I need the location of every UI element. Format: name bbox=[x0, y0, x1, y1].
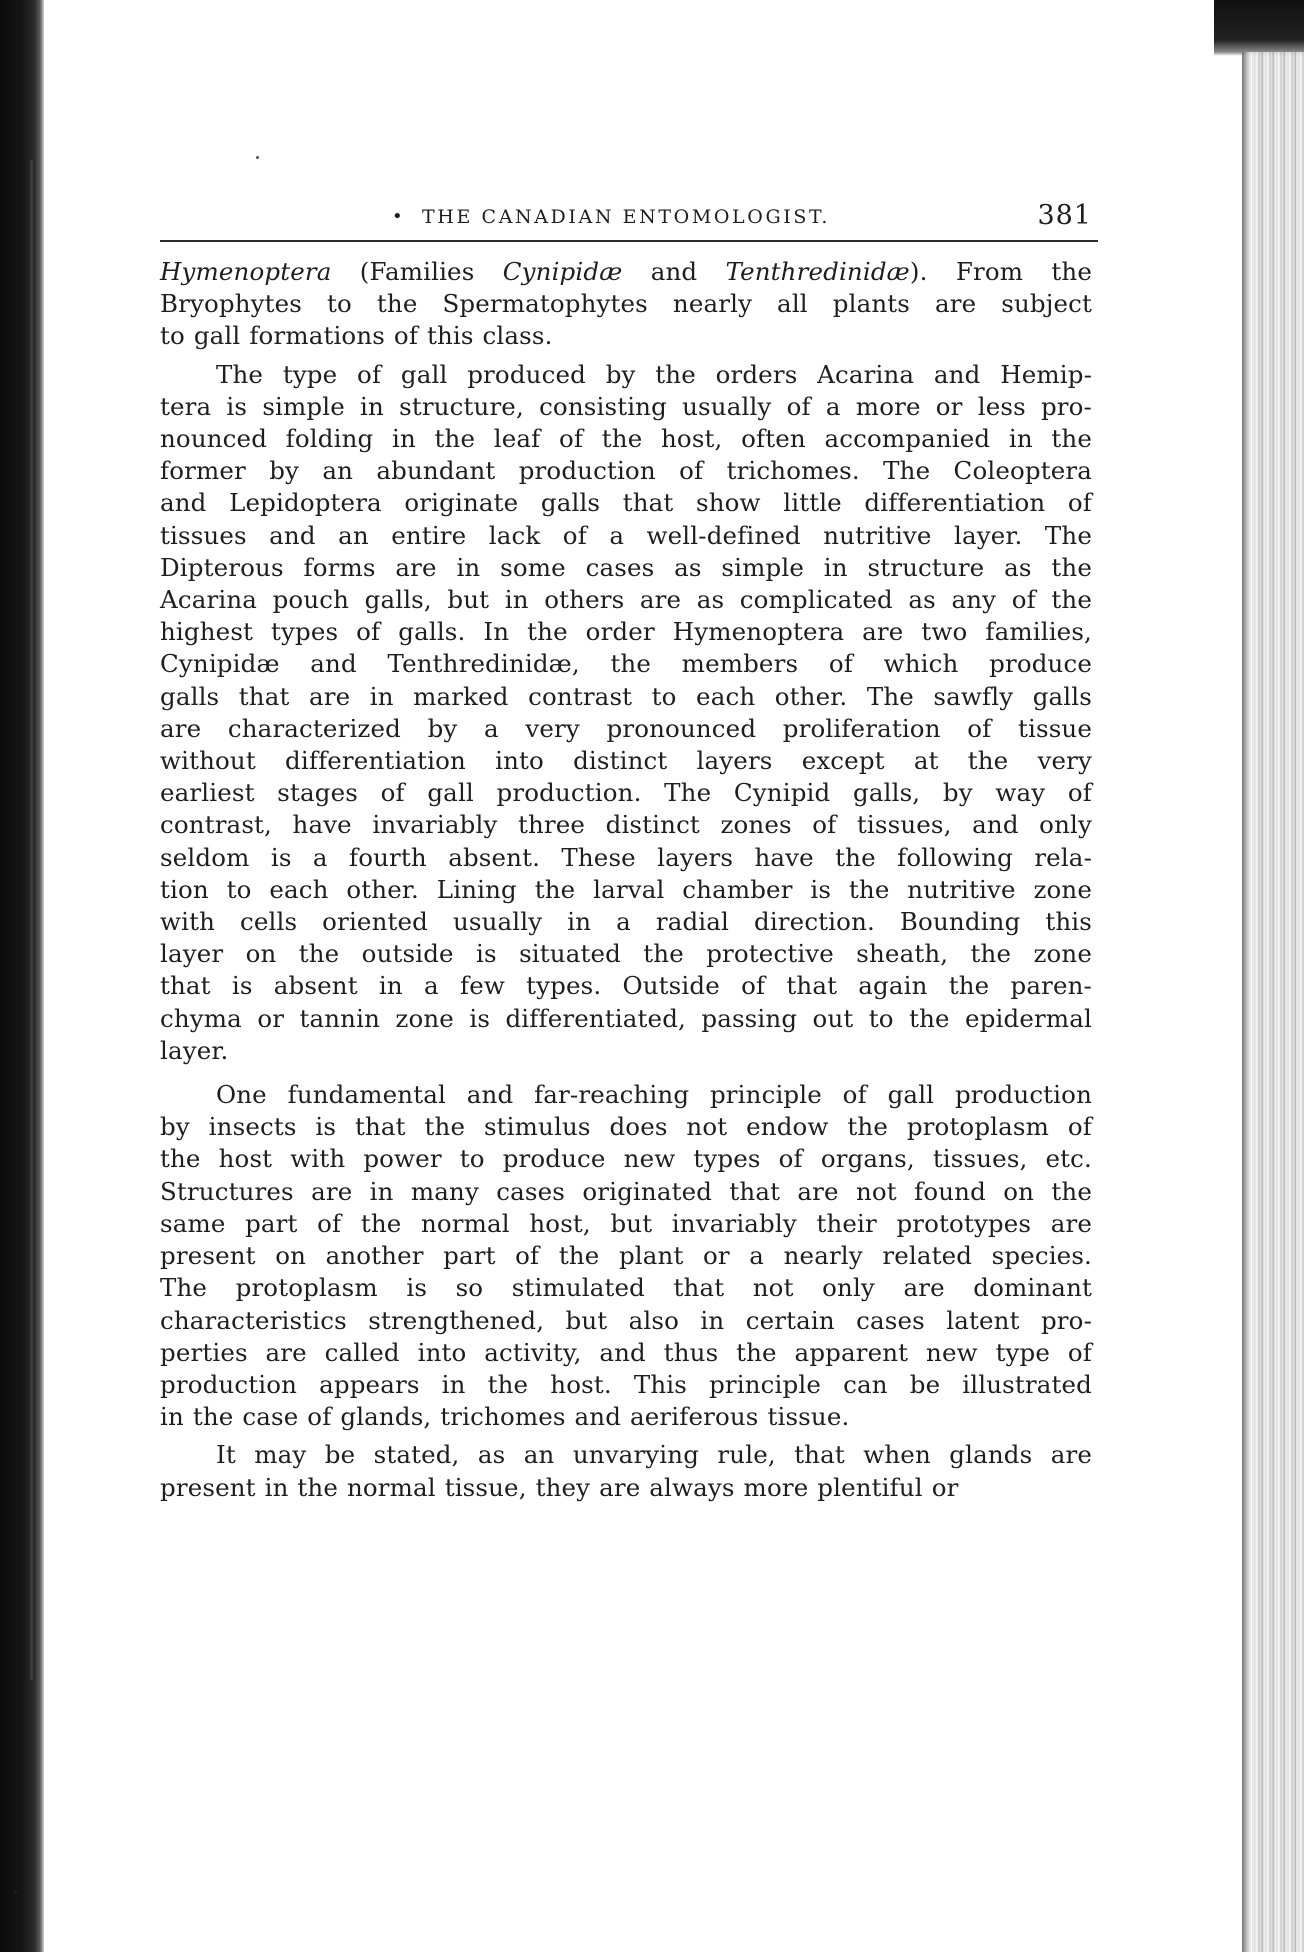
text-line bbox=[160, 1176, 1092, 1208]
text-run: The type of gall produced by the orders Acarina and Hemip- bbox=[216, 359, 1092, 389]
text-line bbox=[160, 1079, 1092, 1111]
text-run: tissues and an entire lack of a well-defined nutritive layer. The bbox=[160, 520, 1092, 550]
text-line bbox=[160, 288, 1092, 320]
text-run: characteristics strengthened, but also in certain cases latent pro- bbox=[160, 1305, 1092, 1335]
paragraph bbox=[160, 359, 1092, 1067]
text-run: by insects is that the stimulus does not endow the protoplasm of bbox=[160, 1112, 1092, 1142]
text-run: tion to each other. Lining the larval chamber is the nutritive zone bbox=[160, 874, 1092, 904]
text-run: Acarina pouch galls, but in others are as complicated as any of the bbox=[160, 585, 1092, 615]
scan-left-edge bbox=[0, 0, 44, 1952]
text-run: layer. bbox=[160, 1035, 229, 1065]
text-line bbox=[160, 970, 1092, 1002]
text-run: same part of the normal host, but invariably their prototypes are bbox=[160, 1208, 1092, 1238]
paragraph-gap bbox=[160, 1067, 1092, 1079]
text-line bbox=[160, 1240, 1092, 1272]
text-run: former by an abundant production of trichomes. The Coleoptera bbox=[160, 456, 1092, 486]
text-line bbox=[160, 1272, 1092, 1304]
running-head bbox=[160, 200, 1092, 238]
text-run: (Families bbox=[331, 257, 503, 286]
text-line bbox=[160, 487, 1092, 519]
text-run: seldom is a fourth absent. These layers have the following rela- bbox=[160, 842, 1092, 872]
text-line bbox=[160, 842, 1092, 874]
text-line bbox=[160, 1472, 1092, 1504]
text-line bbox=[160, 1003, 1092, 1035]
header-bullet: • bbox=[392, 206, 403, 227]
text-line bbox=[160, 423, 1092, 455]
paragraph bbox=[160, 1439, 1092, 1503]
paragraph bbox=[160, 1079, 1092, 1433]
text-line bbox=[160, 648, 1092, 680]
text-run: highest types of galls. In the order Hymenoptera are two families, bbox=[160, 617, 1092, 647]
text-run: chyma or tannin zone is differentiated, passing out to the epidermal bbox=[160, 1003, 1092, 1033]
scan-speck bbox=[14, 1890, 17, 1893]
text-line bbox=[160, 1143, 1092, 1175]
text-line bbox=[160, 584, 1092, 616]
text-line bbox=[160, 359, 1092, 391]
book-page bbox=[160, 200, 1092, 1504]
text-run: with cells oriented usually in a radial direction. Bounding this bbox=[160, 907, 1092, 937]
text-run: and bbox=[622, 257, 726, 286]
text-run: ). From the bbox=[909, 257, 1092, 286]
text-run: The protoplasm is so stimulated that not only are dominant bbox=[160, 1273, 1092, 1303]
text-run: present in the normal tissue, they are always more plentiful or bbox=[160, 1472, 959, 1502]
text-run: perties are called into activity, and thus the apparent new type of bbox=[160, 1337, 1092, 1367]
text-line bbox=[160, 906, 1092, 938]
text-line bbox=[160, 713, 1092, 745]
body-text bbox=[160, 256, 1092, 1504]
text-line bbox=[160, 552, 1092, 584]
italic-term: Hymenoptera bbox=[160, 257, 332, 286]
text-run: production appears in the host. This principle can be illustrated bbox=[160, 1369, 1092, 1399]
text-line bbox=[160, 256, 1092, 288]
text-run: earliest stages of gall production. The Cynipid galls, by way of bbox=[160, 778, 1092, 808]
text-run: contrast, have invariably three distinct zones of tissues, and only bbox=[160, 810, 1092, 840]
text-run: without differentiation into distinct layers except at the very bbox=[160, 746, 1092, 776]
text-line bbox=[160, 1337, 1092, 1369]
text-line bbox=[160, 320, 1092, 352]
text-line bbox=[160, 681, 1092, 713]
text-line bbox=[160, 391, 1092, 423]
header-rule bbox=[160, 240, 1098, 242]
text-line bbox=[160, 1439, 1092, 1471]
text-run: that is absent in a few types. Outside of that again the paren- bbox=[160, 971, 1092, 1001]
text-run: tera is simple in structure, consisting usually of a more or less pro- bbox=[160, 391, 1092, 421]
text-line bbox=[160, 455, 1092, 487]
scan-top-edge bbox=[1214, 0, 1304, 56]
text-line bbox=[160, 874, 1092, 906]
text-run: and Lepidoptera originate galls that show little differentiation of bbox=[160, 488, 1092, 518]
text-run: It may be stated, as an unvarying rule, that when glands are bbox=[216, 1440, 1092, 1470]
text-line bbox=[160, 1369, 1092, 1401]
text-run: are characterized by a very pronounced proliferation of tissue bbox=[160, 713, 1092, 743]
text-line bbox=[160, 616, 1092, 648]
text-run: the host with power to produce new types of organs, tissues, etc. bbox=[160, 1144, 1092, 1174]
text-run: Dipterous forms are in some cases as simple in structure as the bbox=[160, 552, 1092, 582]
italic-term: Cynipidæ bbox=[502, 257, 623, 286]
text-line bbox=[160, 938, 1092, 970]
text-run: nounced folding in the leaf of the host, often accompanied in the bbox=[160, 424, 1092, 454]
text-line bbox=[160, 1208, 1092, 1240]
page-number: 381 bbox=[1037, 200, 1092, 231]
text-line bbox=[160, 809, 1092, 841]
text-line bbox=[160, 777, 1092, 809]
text-run: Bryophytes to the Spermatophytes nearly all plants are subject bbox=[160, 289, 1092, 319]
scan-speck bbox=[256, 156, 259, 159]
text-run: galls that are in marked contrast to each other. The sawfly galls bbox=[160, 681, 1092, 711]
text-run: Cynipidæ and Tenthredinidæ, the members of which produce bbox=[160, 649, 1092, 679]
running-title: THE CANADIAN ENTOMOLOGIST. bbox=[422, 206, 831, 228]
text-line bbox=[160, 1111, 1092, 1143]
text-line bbox=[160, 1401, 1092, 1433]
paragraph bbox=[160, 256, 1092, 353]
text-line bbox=[160, 745, 1092, 777]
text-line bbox=[160, 520, 1092, 552]
scan-right-edge bbox=[1242, 52, 1304, 1952]
text-run: Structures are in many cases originated that are not found on the bbox=[160, 1176, 1092, 1206]
italic-term: Tenthredinidæ bbox=[725, 257, 910, 286]
text-run: One fundamental and far-reaching principle of gall production bbox=[216, 1080, 1092, 1110]
text-run: present on another part of the plant or a nearly related species. bbox=[160, 1241, 1092, 1271]
text-line bbox=[160, 1035, 1092, 1067]
text-run: in the case of glands, trichomes and aeriferous tissue. bbox=[160, 1402, 850, 1432]
text-run: layer on the outside is situated the protective sheath, the zone bbox=[160, 939, 1092, 969]
text-line bbox=[160, 1305, 1092, 1337]
text-run: to gall formations of this class. bbox=[160, 321, 553, 351]
